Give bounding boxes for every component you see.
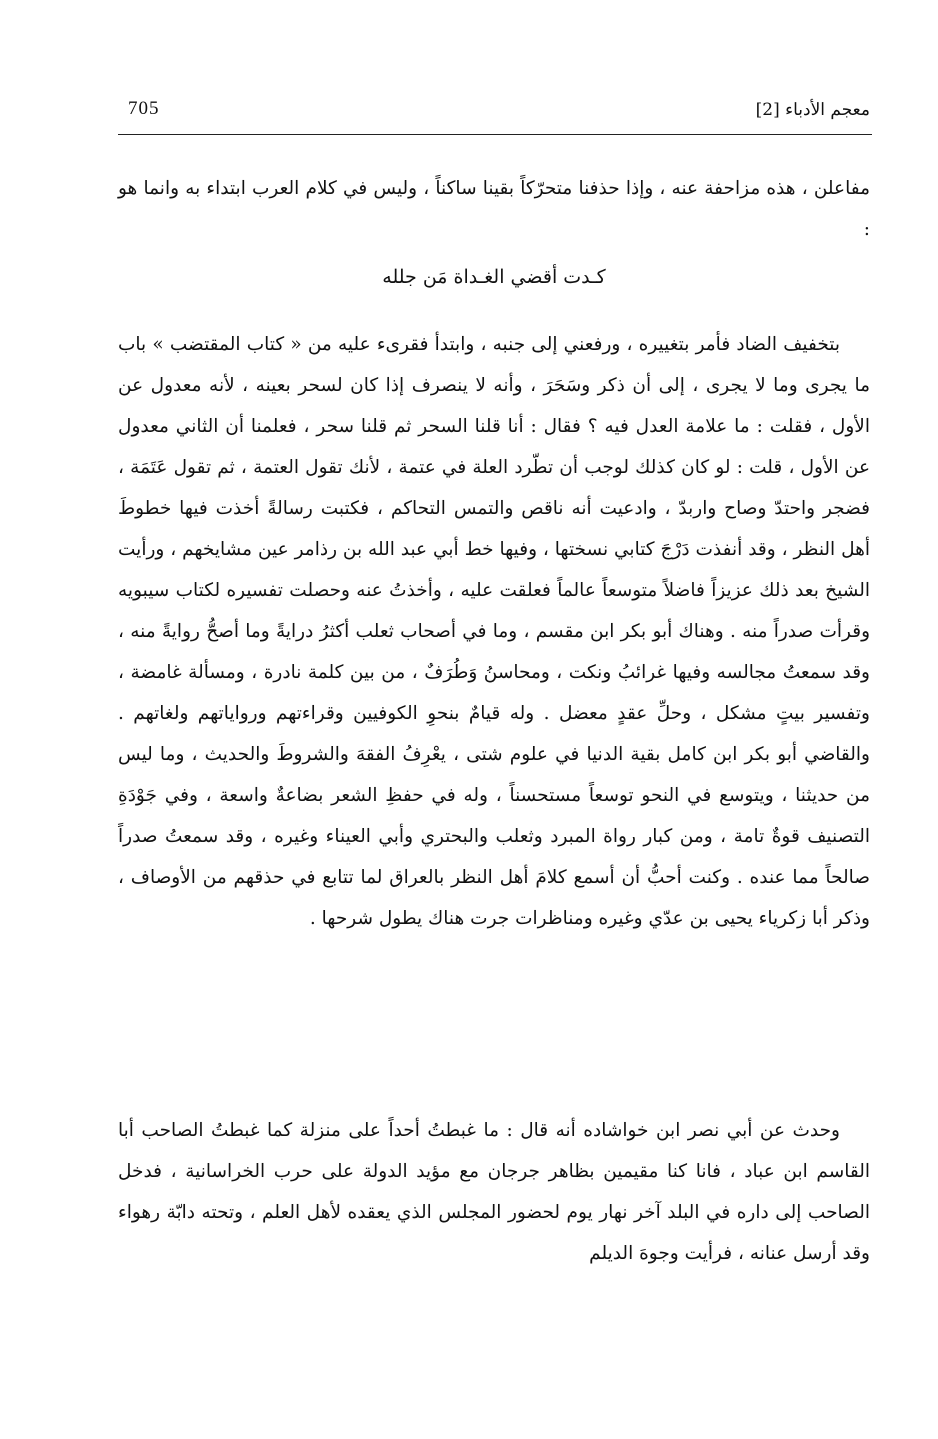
paragraph-2: بتخفيف الضاد فأمر بتغييره ، ورفعني إلى جنبه ، وابتدأ فقرىء عليه من « كتاب المقتضب » باب ما يجرى وما لا يجرى ، إلى أن ذكر وسَحَرَ ، وأنه لا ينصرف إذا كان لسحر بعينه ، لأنه معدول عن الأول ، فقلت : ما علامة العدل فيه ؟ فقال : أنا قلنا السحر ثم قلنا سحر ، فعلمنا أن الثاني معدول عن الأول ، قلت : لو كان كذلك لوجب أن تطّرد العلة في عتمة ، لأنك تقول العتمة ، ثم تقول عَتَمَة ، فضجر واحتدّ وصاح واربدّ ، وادعيت أنه ناقص والتمس التحاكم ، فكتبت رسالةً أخذت فيها خطوطَ أهل النظر ، وقد أنفذت دَرْجَ كتابي نسختها ، وفيها خط أبي عبد الله بن رذامر عين مشايخهم ، ورأيت الشيخ بعد ذلك عزيزاً فاضلاً متوسعاً عالماً فعلقت عليه ، وأخذتُ عنه وحصلت تفسيره لكتاب سيبويه وقرأت صدراً منه . وهناك أبو بكر ابن مقسم ، وما في أصحاب ثعلب أكثرُ درايةً وما أصحُّ روايةً منه ، وقد سمعتُ مجالسه وفيها غرائبُ ونكت ، ومحاسنُ وَطُرَفٌ ، من بين كلمة نادرة ، ومسألة غامضة ، وتفسير بيتٍ مشكل ، وحلِّ عقدٍ معضل . وله قيامٌ بنحوِ الكوفيين وقراءتهم ورواياتهم ولغاتهم . والقاضي أبو بكر ابن كامل بقية الدنيا في علوم شتى ، يعْرِفُ الفقهَ والشروطَ والحديث ، وما ليس من حديثنا ، ويتوسع في النحو توسعاً مستحسناً ، وله في حفظِ الشعر بضاعةٌ واسعة ، وفي جَوْدَةِ التصنيف قوةٌ تامة ، ومن كبار رواة المبرد وثعلب والبحتري وأبي العيناء وغيره ، وقد سمعتُ صدراً صالحاً مما عنده . وكنت أحبُّ أن أسمع كلامَ أهل النظر بالعراق لما تتابع في حذقهم من الأوصاف ، وذكر أبا زكرياء يحيى بن عدّي وغيره ومناظرات جرت هناك يطول شرحها . — [118, 334, 870, 929]
paragraph-3: وحدث عن أبي نصر ابن خواشاده أنه قال : ما غبطتُ أحداً على منزلة كما غبطتُ الصاحب أبا القاسم ابن عباد ، فانا كنا مقيمين بظاهر جرجان مع مؤيد الدولة على حرب الخراسانية ، فدخل الصاحب إلى داره في البلد آخر نهار يوم لحضور المجلس الذي يعقده لأهل العلم ، وتحته دابّة رهواء وقد أرسل عنانه ، فرأيت وجوهَ الديلم — [118, 1120, 870, 1264]
page-number: 705 — [128, 98, 160, 119]
header-rule — [118, 134, 872, 135]
running-title: معجم الأدباء [2] — [755, 100, 870, 120]
verse-line: كـدت أقضي الغـداة مَن جلله — [382, 266, 606, 288]
paragraph-1: مفاعلن ، هذه مزاحفة عنه ، وإذا حذفنا متحرّكاً بقينا ساكناً ، وليس في كلام العرب ابتداء به وانما هو : — [118, 178, 870, 240]
page-header — [118, 98, 870, 130]
